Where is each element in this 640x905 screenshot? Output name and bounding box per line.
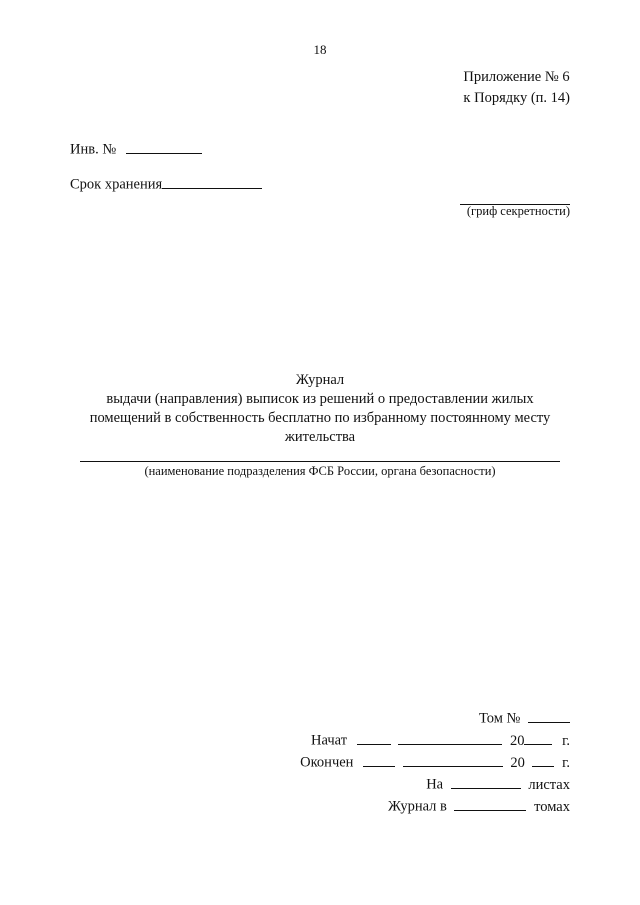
started-year-blank [524, 729, 552, 745]
started-row [300, 729, 570, 751]
appendix-reference [463, 67, 570, 109]
ended-year-blank [532, 751, 554, 767]
journal-description-line-1: выдачи (направления) выписок из решений о предоставлении жилых [106, 391, 534, 407]
started-day-blank [357, 729, 391, 745]
volumes-row [300, 795, 570, 817]
journal-title: Журнал [295, 372, 345, 388]
ended-label: Окончен [300, 754, 354, 771]
volume-number-label: Том № [478, 710, 521, 727]
volumes-label: томах [534, 798, 570, 815]
journal-description-line-2: помещений в собственность бесплатно по избранному постоянному месту [89, 410, 551, 426]
inventory-number-label: Инв. № [70, 141, 117, 158]
journal-title-block [0, 371, 640, 447]
started-year-suffix: г. [562, 732, 570, 749]
journal-description-line-3: жительства [284, 429, 356, 445]
inventory-number-blank [126, 138, 202, 154]
secrecy-stamp-caption: (гриф секретности) [466, 204, 570, 218]
started-month-blank [398, 729, 502, 745]
ended-year-prefix: 20 [510, 754, 525, 771]
volume-number-row [300, 707, 570, 729]
ended-day-blank [363, 751, 395, 767]
started-label: Начат [311, 732, 348, 749]
journal-in-label: Журнал в [388, 798, 447, 815]
volumes-count-blank [454, 795, 526, 811]
sheets-row [300, 773, 570, 795]
storage-period-field [70, 173, 262, 194]
sheets-on-label: На [426, 776, 444, 793]
sheets-label: листах [528, 776, 570, 793]
ended-month-blank [403, 751, 503, 767]
ended-row [300, 751, 570, 773]
storage-period-blank [162, 173, 262, 189]
volume-number-blank [528, 707, 570, 723]
inventory-number-field [70, 138, 202, 159]
department-name-line [80, 461, 560, 462]
page-number: 18 [313, 42, 327, 57]
storage-period-label: Срок хранения [70, 176, 163, 193]
appendix-order-reference: к Порядку (п. 14) [463, 90, 570, 106]
sheets-count-blank [451, 773, 521, 789]
started-year-prefix: 20 [509, 732, 525, 749]
department-name-caption: (наименование подразделения ФСБ России, органа безопасности) [144, 464, 496, 478]
ended-year-suffix: г. [562, 754, 570, 771]
appendix-number: Приложение № 6 [463, 69, 570, 85]
volume-info-block [300, 707, 570, 817]
